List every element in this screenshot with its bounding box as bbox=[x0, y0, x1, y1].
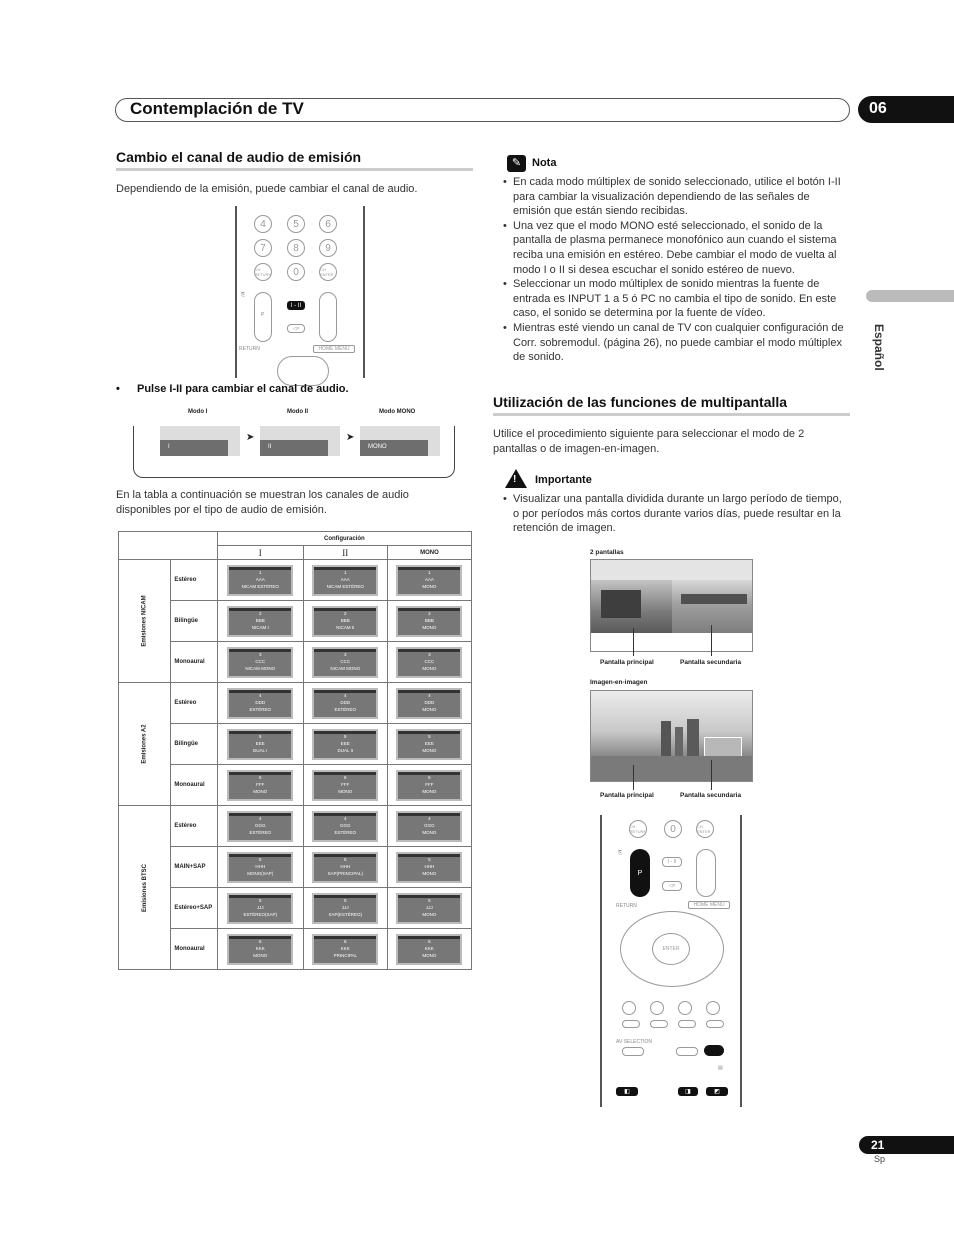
screen-line: 3 bbox=[344, 651, 347, 657]
table-cell bbox=[303, 929, 387, 970]
volume-rocker-2[interactable] bbox=[696, 849, 716, 897]
table-cell bbox=[303, 888, 387, 929]
screen-line: 5 bbox=[344, 856, 347, 862]
func-pill-2[interactable] bbox=[650, 1020, 668, 1028]
screen-line: JJJ bbox=[341, 904, 349, 910]
screen-line: MONO bbox=[253, 952, 268, 958]
page-number: 21 bbox=[859, 1136, 954, 1154]
i-ii-button-2[interactable]: I - II bbox=[662, 857, 682, 867]
table-cell bbox=[303, 765, 387, 806]
func-pill-3[interactable] bbox=[678, 1020, 696, 1028]
screen-line: 5 bbox=[258, 856, 262, 862]
screen-line: 6 bbox=[428, 774, 431, 780]
screen-line: 5 bbox=[258, 733, 262, 739]
screen-line: MONO bbox=[422, 624, 437, 630]
input-icon: ⎘ bbox=[241, 292, 246, 298]
screen-line: ESTÉREO bbox=[334, 829, 357, 835]
table-cell bbox=[303, 724, 387, 765]
screen-line: 2 bbox=[344, 610, 347, 616]
mode-mono-label: Modo MONO bbox=[379, 409, 416, 415]
arrow-2: ➤ bbox=[346, 432, 355, 443]
row-label: Estéreo bbox=[171, 683, 217, 724]
table-cell bbox=[387, 806, 471, 847]
screen-line: FFF bbox=[256, 781, 265, 787]
table-cell bbox=[217, 724, 303, 765]
row-label: Estéreo+SAP bbox=[171, 888, 217, 929]
screen-line: PRINCIPAL bbox=[333, 952, 357, 958]
table-cell bbox=[217, 888, 303, 929]
screen-line: 6 bbox=[344, 938, 347, 944]
screen-line: ESTÉREO bbox=[249, 829, 271, 835]
screen-line: KKK bbox=[340, 945, 350, 951]
table-cell bbox=[387, 888, 471, 929]
col-header-mono: MONO bbox=[387, 546, 471, 560]
importante-item: • Visualizar una pantalla dividida durante un largo período de tiempo, o por períodos más cortos durante varios días, puede resultar en la retención de imagen. bbox=[503, 492, 848, 536]
screen-line: 6 bbox=[258, 774, 262, 780]
screen-thumbnail bbox=[396, 811, 462, 842]
section-title-multiscreen: Utilización de las funciones de multipantalla bbox=[493, 394, 788, 410]
screen-line: HHH bbox=[340, 863, 351, 869]
table-cell bbox=[387, 724, 471, 765]
leader-main-2 bbox=[633, 765, 634, 790]
table-cell bbox=[217, 765, 303, 806]
screen-line: AAA bbox=[255, 576, 265, 582]
key-6[interactable]: 6 bbox=[319, 215, 337, 233]
fig-2screens-title: 2 pantallas bbox=[590, 549, 624, 556]
table-cell bbox=[387, 765, 471, 806]
screen-line: HHH bbox=[424, 863, 435, 869]
nota-item: • En cada modo múltiplex de sonido seleccionado, utilice el botón I-II para cambiar la visualización dependiendo de las señales de emisión que están siendo recibidas. bbox=[503, 175, 848, 219]
mode-ii-screen: II bbox=[260, 426, 340, 456]
return-label-2: RETURN bbox=[616, 903, 637, 909]
mute-button-2[interactable]: ◁× bbox=[662, 881, 682, 891]
screen-line: MONO bbox=[422, 911, 437, 917]
screen-line: EEE bbox=[340, 740, 350, 746]
table-cell bbox=[387, 929, 471, 970]
func-pill-4[interactable] bbox=[706, 1020, 724, 1028]
mute-button[interactable]: ◁× bbox=[287, 324, 305, 333]
screen-line: GGG bbox=[254, 822, 266, 828]
screen-line: 4 bbox=[428, 692, 431, 698]
nota-item: • Una vez que el modo MONO esté seleccionado, el sonido de la pantalla de plasma permanece monofónico aun cuando el sistema reciba una emisión en estéreo. Debe cambiar el modo de vuelta al modo I o II si desea escuchar el sonido estéreo de nuevo. bbox=[503, 219, 848, 277]
table-cell bbox=[303, 683, 387, 724]
table-cell bbox=[303, 560, 387, 601]
screen-thumbnail bbox=[312, 811, 378, 842]
ch-enter-button[interactable]: CH ENTER bbox=[319, 263, 337, 281]
screen-line: MONO bbox=[422, 706, 437, 712]
screen-thumbnail bbox=[396, 934, 462, 965]
screen-thumbnail bbox=[396, 770, 462, 801]
page-lang-code: Sp bbox=[874, 1154, 886, 1164]
key-8[interactable]: 8 bbox=[287, 239, 305, 257]
screen-line: 5 bbox=[428, 897, 431, 903]
screen-thumbnail bbox=[396, 893, 462, 924]
screen-line: 4 bbox=[344, 692, 347, 698]
instruction-bullet: • bbox=[116, 383, 120, 395]
audio-channel-table bbox=[118, 531, 472, 970]
table-cell bbox=[387, 601, 471, 642]
importante-list bbox=[503, 492, 848, 536]
chapter-number: 06 bbox=[858, 96, 954, 123]
key-0-2[interactable]: 0 bbox=[664, 820, 682, 838]
screen-thumbnail bbox=[396, 852, 462, 883]
screen-line: MONO bbox=[422, 665, 437, 671]
side-tab bbox=[866, 290, 954, 302]
nota-item: • Mientras esté viendo un canal de TV con cualquier configuración de Corr. sobremodul. (página 26), no puede cambiar el modo múltiplex de sonido. bbox=[503, 321, 848, 365]
screen-line: BBB bbox=[424, 617, 434, 623]
table-row bbox=[119, 601, 472, 642]
screen-line: BBB bbox=[255, 617, 265, 623]
screen-line: MONO(SAP) bbox=[247, 870, 274, 876]
screen-line: DUAL II bbox=[337, 747, 354, 753]
key-0[interactable]: 0 bbox=[287, 263, 305, 281]
table-row bbox=[119, 724, 472, 765]
multiscreen-button-highlight[interactable] bbox=[704, 1045, 724, 1056]
home-menu-button-2[interactable]: HOME MENU bbox=[688, 901, 730, 909]
screen-line: MONO bbox=[422, 829, 437, 835]
screen-thumbnail bbox=[227, 565, 293, 596]
screen-line: 5 bbox=[258, 897, 262, 903]
i-ii-button[interactable]: I - II bbox=[287, 301, 305, 310]
screen-line: MONO bbox=[422, 870, 437, 876]
row-label: Monoaural bbox=[171, 765, 217, 806]
table-cell bbox=[303, 806, 387, 847]
p-label: P bbox=[261, 312, 265, 318]
screen-line: HHH bbox=[255, 863, 266, 869]
table-cell bbox=[387, 847, 471, 888]
screen-line: GGG bbox=[424, 822, 435, 828]
screen-thumbnail bbox=[396, 729, 462, 760]
key-5[interactable]: 5 bbox=[287, 215, 305, 233]
warning-icon: ! bbox=[505, 469, 527, 488]
enter-button[interactable]: ENTER bbox=[652, 933, 690, 965]
screen-line: ESTÉREO bbox=[334, 706, 357, 712]
screen-line: 4 bbox=[344, 815, 347, 821]
section-rule bbox=[493, 413, 850, 416]
func-button-3[interactable] bbox=[678, 1001, 692, 1015]
mode-mono-screen: MONO bbox=[360, 426, 440, 456]
ch-enter-button-2[interactable]: CH ENTER bbox=[696, 820, 714, 838]
importante-title: Importante bbox=[535, 474, 592, 486]
screen-thumbnail bbox=[227, 811, 293, 842]
row-label: Monoaural bbox=[171, 929, 217, 970]
screen-line: AAA bbox=[340, 576, 350, 582]
screen-button-3[interactable]: ◩ bbox=[706, 1087, 728, 1096]
screen-thumbnail bbox=[396, 647, 462, 678]
page-title: Contemplación de TV bbox=[130, 99, 304, 118]
group-label: Emisiones A2 bbox=[119, 683, 171, 806]
group-label: Emisiones NICAM bbox=[119, 560, 171, 683]
screen-line: 6 bbox=[258, 938, 262, 944]
screen-thumbnail bbox=[312, 565, 378, 596]
screen-button-1[interactable]: ◧ bbox=[616, 1087, 638, 1096]
screen-line: NICAM II bbox=[336, 624, 355, 630]
key-9[interactable]: 9 bbox=[319, 239, 337, 257]
row-label: Monoaural bbox=[171, 642, 217, 683]
screen-line: 4 bbox=[428, 815, 431, 821]
audio-intro: Dependiendo de la emisión, puede cambiar el canal de audio. bbox=[116, 183, 418, 195]
screen-thumbnail bbox=[227, 606, 293, 637]
nota-title: Nota bbox=[532, 157, 557, 169]
screen-line: DUAL I bbox=[253, 747, 268, 753]
ch-return-button[interactable]: CH RETURN bbox=[254, 263, 272, 281]
remote-control-bottom bbox=[600, 815, 742, 1107]
screen-line: GGG bbox=[340, 822, 351, 828]
group-label: Emisiones BTSC bbox=[119, 806, 171, 970]
screen-line: EEE bbox=[424, 740, 434, 746]
table-row bbox=[119, 888, 472, 929]
screen-thumbnail bbox=[312, 770, 378, 801]
screen-line: NICAM MONO bbox=[330, 665, 361, 671]
screen-line: 1 bbox=[258, 569, 262, 575]
screen-line: EEE bbox=[255, 740, 265, 746]
screen-line: 5 bbox=[344, 733, 347, 739]
screen-line: CCC bbox=[424, 658, 435, 664]
screen-line: 6 bbox=[428, 938, 431, 944]
table-cell bbox=[303, 847, 387, 888]
screen-line: JJJ bbox=[426, 904, 433, 910]
screen-thumbnail bbox=[312, 647, 378, 678]
screen-line: 4 bbox=[258, 815, 262, 821]
screen-thumbnail bbox=[396, 688, 462, 719]
screen-line: 2 bbox=[428, 610, 431, 616]
section-rule bbox=[116, 168, 473, 171]
func-button-1[interactable] bbox=[622, 1001, 636, 1015]
screen-thumbnail bbox=[312, 893, 378, 924]
screen-line: MONO bbox=[253, 788, 268, 794]
fig-pip-title: Imagen-en-imagen bbox=[590, 679, 648, 686]
table-cell bbox=[387, 560, 471, 601]
screen-line: 3 bbox=[428, 651, 431, 657]
ch-return-button-2[interactable]: CH RETURN bbox=[629, 820, 647, 838]
table-cell bbox=[217, 642, 303, 683]
multiscreen-intro: Utilice el procedimiento siguiente para seleccionar el modo de 2 pantallas o de imagen-en-imagen. bbox=[493, 428, 805, 455]
screen-line: SAP(ESTÉREO) bbox=[328, 911, 363, 917]
screen-line: DDD bbox=[340, 699, 351, 705]
screen-line: SAP(PRINCIPAL) bbox=[327, 870, 363, 876]
screen-line: ESTÉREO(SAP) bbox=[243, 911, 277, 917]
screen-thumbnail bbox=[227, 647, 293, 678]
screen-line: 5 bbox=[428, 856, 431, 862]
screen-line: 2 bbox=[258, 610, 262, 616]
table-cell bbox=[217, 929, 303, 970]
mode-i-label: Modo I bbox=[188, 409, 208, 415]
input-icon-2: ⎘ bbox=[618, 850, 623, 856]
screen-thumbnail bbox=[312, 934, 378, 965]
home-menu-button[interactable]: HOME MENU bbox=[313, 345, 355, 353]
screen-line: NICAM MONO bbox=[245, 665, 276, 671]
screen-thumbnail bbox=[396, 565, 462, 596]
screen-line: DDD bbox=[255, 699, 266, 705]
screen-line: NICAM ESTÉREO bbox=[241, 583, 279, 589]
row-label: Estéreo bbox=[171, 560, 217, 601]
pip-image bbox=[590, 690, 753, 782]
fig1-sub-caption: Pantalla secundaria bbox=[680, 659, 742, 666]
screen-line: JJJ bbox=[256, 904, 264, 910]
screen-line: 4 bbox=[258, 692, 262, 698]
instruction-text: Pulse I-II para cambiar el canal de audio. bbox=[137, 383, 349, 395]
leader-sub-2 bbox=[711, 760, 712, 790]
row-label: MAIN+SAP bbox=[171, 847, 217, 888]
col-header-ii: II bbox=[303, 546, 387, 560]
screen-line: 1 bbox=[428, 569, 431, 575]
table-row bbox=[119, 929, 472, 970]
screen-line: MONO bbox=[422, 583, 437, 589]
screen-line: DDD bbox=[424, 699, 435, 705]
fig2-sub-caption: Pantalla secundaria bbox=[680, 792, 742, 799]
arrow-1: ➤ bbox=[246, 432, 255, 443]
screen-thumbnail bbox=[312, 852, 378, 883]
volume-rocker[interactable] bbox=[319, 292, 337, 342]
screen-line: ESTÉREO bbox=[249, 706, 271, 712]
leader-sub-1 bbox=[711, 625, 712, 656]
screen-line: 6 bbox=[344, 774, 347, 780]
screen-line: CCC bbox=[340, 658, 351, 664]
func-button-2[interactable] bbox=[650, 1001, 664, 1015]
screen-thumbnail bbox=[227, 770, 293, 801]
row-label: Estéreo bbox=[171, 806, 217, 847]
leader-main-1 bbox=[633, 628, 634, 656]
screen-line: NICAM ESTÉREO bbox=[326, 583, 364, 589]
table-cell bbox=[387, 642, 471, 683]
screen-thumbnail bbox=[312, 688, 378, 719]
screen-line: KKK bbox=[424, 945, 434, 951]
table-cell bbox=[303, 601, 387, 642]
table-intro: En la tabla a continuación se muestran los canales de audio disponibles por el tipo de audio de emisión. bbox=[116, 489, 409, 516]
screen-line: CCC bbox=[255, 658, 266, 664]
screen-thumbnail bbox=[227, 934, 293, 965]
note-icon: ✎ bbox=[507, 155, 526, 172]
table-cell bbox=[303, 642, 387, 683]
screen-line: FFF bbox=[425, 781, 434, 787]
screen-thumbnail bbox=[312, 729, 378, 760]
screen-line: 1 bbox=[344, 569, 347, 575]
table-cell bbox=[217, 683, 303, 724]
table-row bbox=[119, 806, 472, 847]
multiscreen-button-a[interactable] bbox=[676, 1047, 698, 1056]
screen-line: MONO bbox=[338, 788, 353, 794]
col-header-i: I bbox=[217, 546, 303, 560]
screen-button-2[interactable]: ◨ bbox=[678, 1087, 698, 1096]
screen-line: KKK bbox=[255, 945, 265, 951]
table-cell bbox=[217, 601, 303, 642]
remote-control-figure bbox=[235, 206, 365, 378]
table-row bbox=[119, 847, 472, 888]
screen-thumbnail bbox=[227, 893, 293, 924]
nota-item: • Seleccionar un modo múltiplex de sonido mientras la fuente de entrada es INPUT 1 a 5 ó PC no cambia el tipo de sonido. En este caso, el sonido se determina por la fuente de vídeo. bbox=[503, 277, 848, 321]
two-screen-image bbox=[590, 559, 753, 652]
screen-line: FFF bbox=[341, 781, 350, 787]
table-cell bbox=[387, 683, 471, 724]
screen-line: 5 bbox=[428, 733, 431, 739]
av-selection-label: AV SELECTION bbox=[616, 1039, 653, 1045]
table-row bbox=[119, 560, 472, 601]
screen-thumbnail bbox=[312, 606, 378, 637]
screen-line: MONO bbox=[422, 952, 437, 958]
p-rocker-highlight[interactable]: P bbox=[630, 849, 650, 897]
screen-thumbnail bbox=[227, 729, 293, 760]
screen-line: MONO bbox=[422, 747, 437, 753]
mode-ii-label: Modo II bbox=[287, 409, 308, 415]
table-row bbox=[119, 642, 472, 683]
row-label: Bilingüe bbox=[171, 724, 217, 765]
table-cell bbox=[217, 560, 303, 601]
func-pill-1[interactable] bbox=[622, 1020, 640, 1028]
screen-line: AAA bbox=[424, 576, 434, 582]
screen-thumbnail bbox=[396, 606, 462, 637]
screen-line: 5 bbox=[344, 897, 347, 903]
func-button-4[interactable] bbox=[706, 1001, 720, 1015]
table-row bbox=[119, 765, 472, 806]
row-label: Bilingüe bbox=[171, 601, 217, 642]
side-language-label: Español bbox=[872, 324, 886, 371]
table-row bbox=[119, 683, 472, 724]
key-4[interactable]: 4 bbox=[254, 215, 272, 233]
screen-line: 3 bbox=[258, 651, 262, 657]
nota-list bbox=[503, 175, 848, 365]
table-cell bbox=[217, 806, 303, 847]
screen-line: MONO bbox=[422, 788, 437, 794]
screen-thumbnail bbox=[227, 852, 293, 883]
screen-line: NICAM I bbox=[251, 624, 269, 630]
key-7[interactable]: 7 bbox=[254, 239, 272, 257]
screen-thumbnail bbox=[227, 688, 293, 719]
dpad[interactable] bbox=[277, 356, 329, 386]
mode-i-screen: I bbox=[160, 426, 240, 456]
fig2-main-caption: Pantalla principal bbox=[600, 792, 654, 799]
section-title-audio: Cambio el canal de audio de emisión bbox=[116, 149, 362, 165]
fig1-main-caption: Pantalla principal bbox=[600, 659, 654, 666]
table-cell bbox=[217, 847, 303, 888]
return-label: RETURN bbox=[239, 346, 260, 352]
config-header: Configuración bbox=[217, 532, 471, 546]
screen-line: BBB bbox=[340, 617, 350, 623]
small-icon: ▤ bbox=[718, 1065, 723, 1071]
av-selection-button[interactable] bbox=[622, 1047, 644, 1056]
